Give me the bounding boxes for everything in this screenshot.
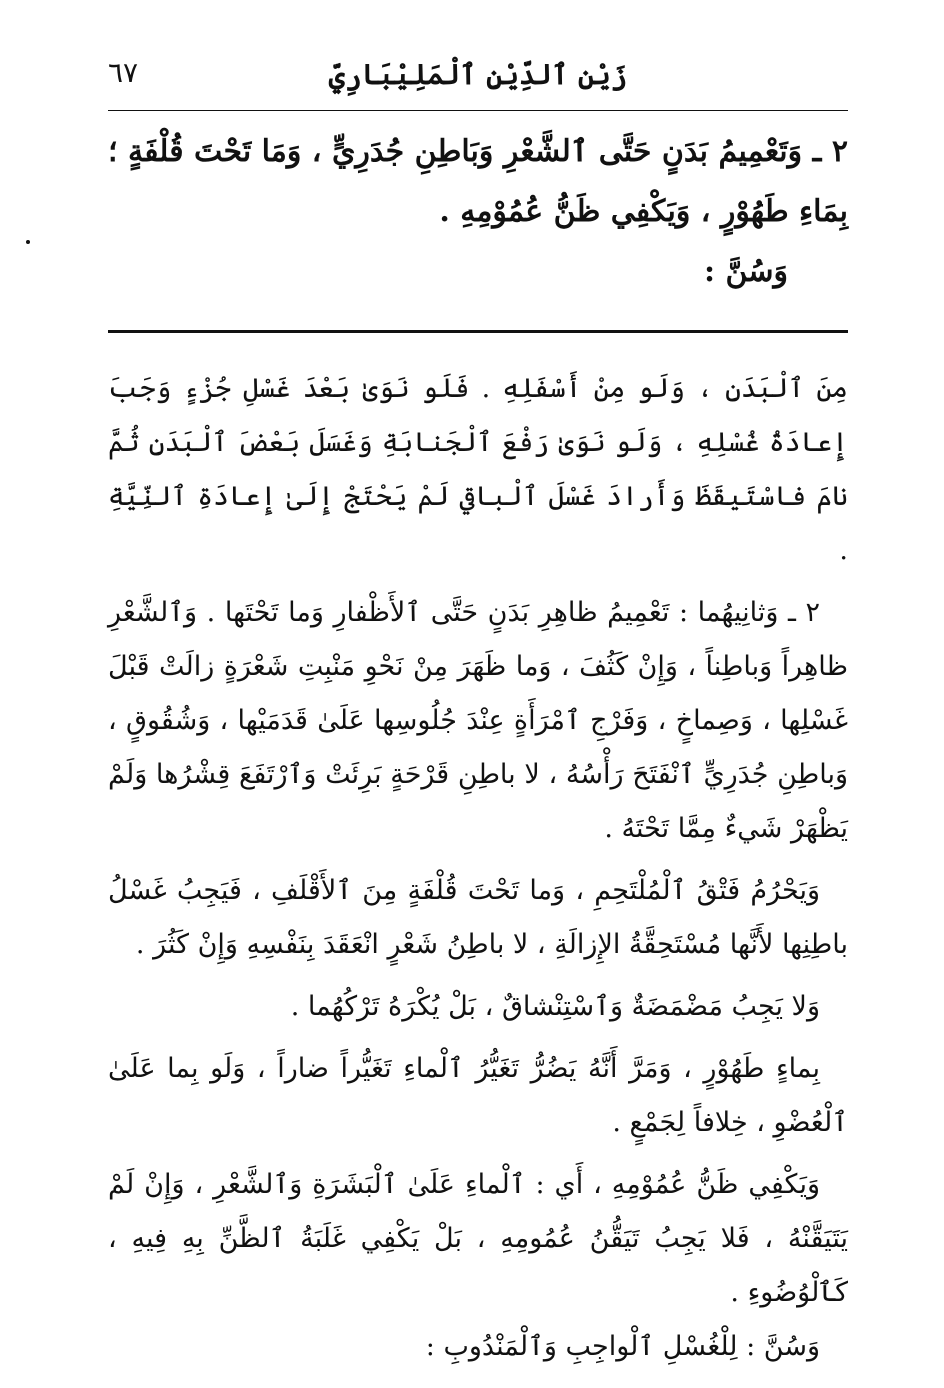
- running-title: زَيْن ٱلدِّيْنِ ٱلْمَلِيْبَارِيّ: [328, 58, 628, 91]
- matn-sharh-divider: [108, 330, 848, 333]
- matn-paragraph: وَسُنَّ :: [704, 254, 788, 289]
- sharh-paragraph: وَيَحْرُمُ فَتْقُ ٱلْمُلْتَحِمِ ، وَما تَحْتَ قُلْفَةٍ مِنَ ٱلأَقْلَفِ ، فَيَجِبُ غَسْلُ باطِنِها لأَنَّها مُسْتَحِقَّةُ الإِزالَةِ ، لا باطِنُ شَعْرٍ انْعَقَدَ بِنَفْسِهِ وَإِنْ كَثُرَ .: [108, 875, 848, 960]
- sharh-paragraph: بِماءٍ طَهُوْرٍ ، وَمَرَّ أَنَّهُ يَضُرُّ تَغَيُّرُ ٱلْماءِ تَغَيُّراً ضاراً ، وَلَو بِما عَلَىٰ ٱلْعُضْوِ ، خِلافاً لِجَمْعٍ .: [108, 1053, 848, 1138]
- matn-paragraph: ٢ ـ وَتَعْمِيمُ بَدَنٍ حَتَّى ٱلشَّعْرِ وَبَاطِنِ جُدَرِيٍّ ، وَمَا تَحْتَ قُلْفَةٍ ؛ بِمَاءِ طَهُوْرٍ ، وَيَكْفِي ظَنُّ عُمُوْمِهِ .: [108, 134, 848, 229]
- page-number: ٦٧: [108, 56, 139, 89]
- sharh-paragraph: وَلا يَجِبُ مَضْمَضَةٌ وَٱسْتِنْشاقٌ ، بَلْ يُكْرَهُ تَرْكُهُما .: [290, 991, 820, 1022]
- sharh-text: [108, 362, 848, 1382]
- matn-text: [108, 122, 848, 302]
- margin-dot: [26, 240, 30, 244]
- sharh-paragraph: ٢ ـ وَثانِيهُما : تَعْمِيمُ ظاهِرِ بَدَنٍ حَتَّى ٱلأَظْفارِ وَما تَحْتَها . وَٱلشَّعْرِ ظاهِراً وَباطِناً ، وَإِنْ كَثُفَ ، وَما ظَهَرَ مِنْ نَحْوِ مَنْبِتِ شَعْرَةٍ زالَتْ قَبْلَ غَسْلِها ، وَصِماخٍ ، وَفَرْجِ ٱمْرَأَةٍ عِنْدَ جُلُوسِها عَلَىٰ قَدَمَيْها ، وَشُقُوقٍ ، وَباطِنِ جُدَرِيٍّ ٱنْفَتَحَ رَأْسُهُ ، لا باطِنِ قَرْحَةٍ بَرِئَتْ وَٱرْتَفَعَ قِشْرُها وَلَمْ يَظْهَرْ شَيءٌ مِمَّا تَحْتَهُ .: [108, 597, 848, 844]
- sharh-paragraph: وَيَكْفِي ظَنُّ عُمُوْمِهِ ، أَي : ٱلْماءِ عَلَىٰ ٱلْبَشَرَةِ وَٱلشَّعْرِ ، وَإِنْ لَمْ يَتَيَقَّنْهُ ، فَلا يَجِبُ تَيَقُّنُ عُمُومِهِ ، بَلْ يَكْفِي غَلَبَةُ ٱلظَّنِّ بِهِ فِيهِ ، كَٱلْوُضُوءِ .: [108, 1169, 848, 1308]
- sharh-paragraph: مِنَ ٱلْبَدَنِ ، وَلَو مِنْ أَسْفَلِهِ . فَلَو نَوَىٰ بَعْدَ غَسْلِ جُزْءٍ وَجَبَ إِعادَةُ غُسْلِهِ ، وَلَو نَوَىٰ رَفْعَ ٱلْجَنابَةِ وَغَسَلَ بَعْضَ ٱلْبَدَنِ ثُمَّ نامَ فاسْتَيقَظَ وَأَرادَ غَسْلَ ٱلْباقي لَمْ يَحْتَجْ إِلَىٰ إِعادَةِ ٱلنِّيَّةِ .: [108, 373, 848, 566]
- sharh-paragraph: وَسُنَّ : لِلْغُسْلِ ٱلْواجِبِ وَٱلْمَنْدُوبِ :: [425, 1331, 820, 1362]
- header-rule: [108, 110, 848, 111]
- page-header: [108, 52, 848, 108]
